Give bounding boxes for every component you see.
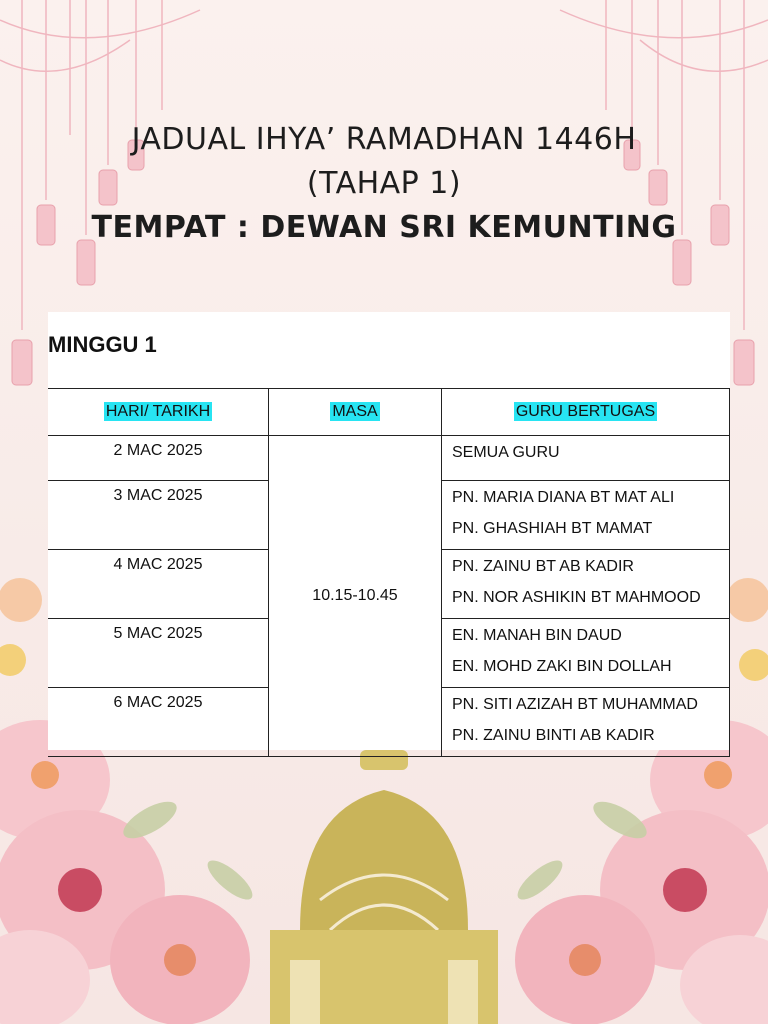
date-cell: 2 MAC 2025: [48, 436, 269, 481]
schedule-table: [48, 388, 730, 757]
column-header-teacher-label: GURU BERTUGAS: [515, 403, 656, 420]
teacher-cell: [442, 619, 730, 688]
title-line-2: (TAHAP 1): [306, 166, 462, 201]
teacher-name: PN. ZAINU BT AB KADIR: [452, 558, 634, 575]
teacher-name: EN. MOHD ZAKI BIN DOLLAH: [452, 658, 672, 675]
date-cell: 5 MAC 2025: [48, 619, 269, 688]
column-header-time-label: MASA: [332, 403, 378, 420]
schedule-card: [48, 312, 730, 750]
column-header-date-label: HARI/ TARIKH: [105, 403, 211, 420]
title-line-1: JADUAL IHYA’ RAMADHAN 1446H: [131, 122, 637, 157]
teacher-cell: [442, 436, 730, 481]
teacher-name: SEMUA GURU: [452, 444, 560, 461]
title-line-3: TEMPAT : DEWAN SRI KEMUNTING: [91, 210, 677, 245]
date-cell: 6 MAC 2025: [48, 688, 269, 757]
teacher-cell: [442, 688, 730, 757]
teacher-name: PN. ZAINU BINTI AB KADIR: [452, 727, 655, 744]
column-header-teacher: [442, 389, 730, 436]
column-header-date: [48, 389, 269, 436]
teacher-name: PN. MARIA DIANA BT MAT ALI: [452, 489, 675, 506]
time-cell: 10.15-10.45: [269, 436, 442, 757]
teacher-name: PN. GHASHIAH BT MAMAT: [452, 520, 653, 537]
teacher-cell: [442, 550, 730, 619]
week-label: MINGGU 1: [48, 332, 157, 357]
date-cell: 4 MAC 2025: [48, 550, 269, 619]
mosque-dome-icon: [270, 750, 498, 1024]
page-title: [0, 118, 768, 250]
teacher-cell: [442, 481, 730, 550]
teacher-name: EN. MANAH BIN DAUD: [452, 627, 622, 644]
teacher-name: PN. NOR ASHIKIN BT MAHMOOD: [452, 589, 701, 606]
column-header-time: [269, 389, 442, 436]
date-cell: 3 MAC 2025: [48, 481, 269, 550]
teacher-name: PN. SITI AZIZAH BT MUHAMMAD: [452, 696, 698, 713]
table-row: [48, 436, 730, 481]
table-header-row: [48, 389, 730, 436]
